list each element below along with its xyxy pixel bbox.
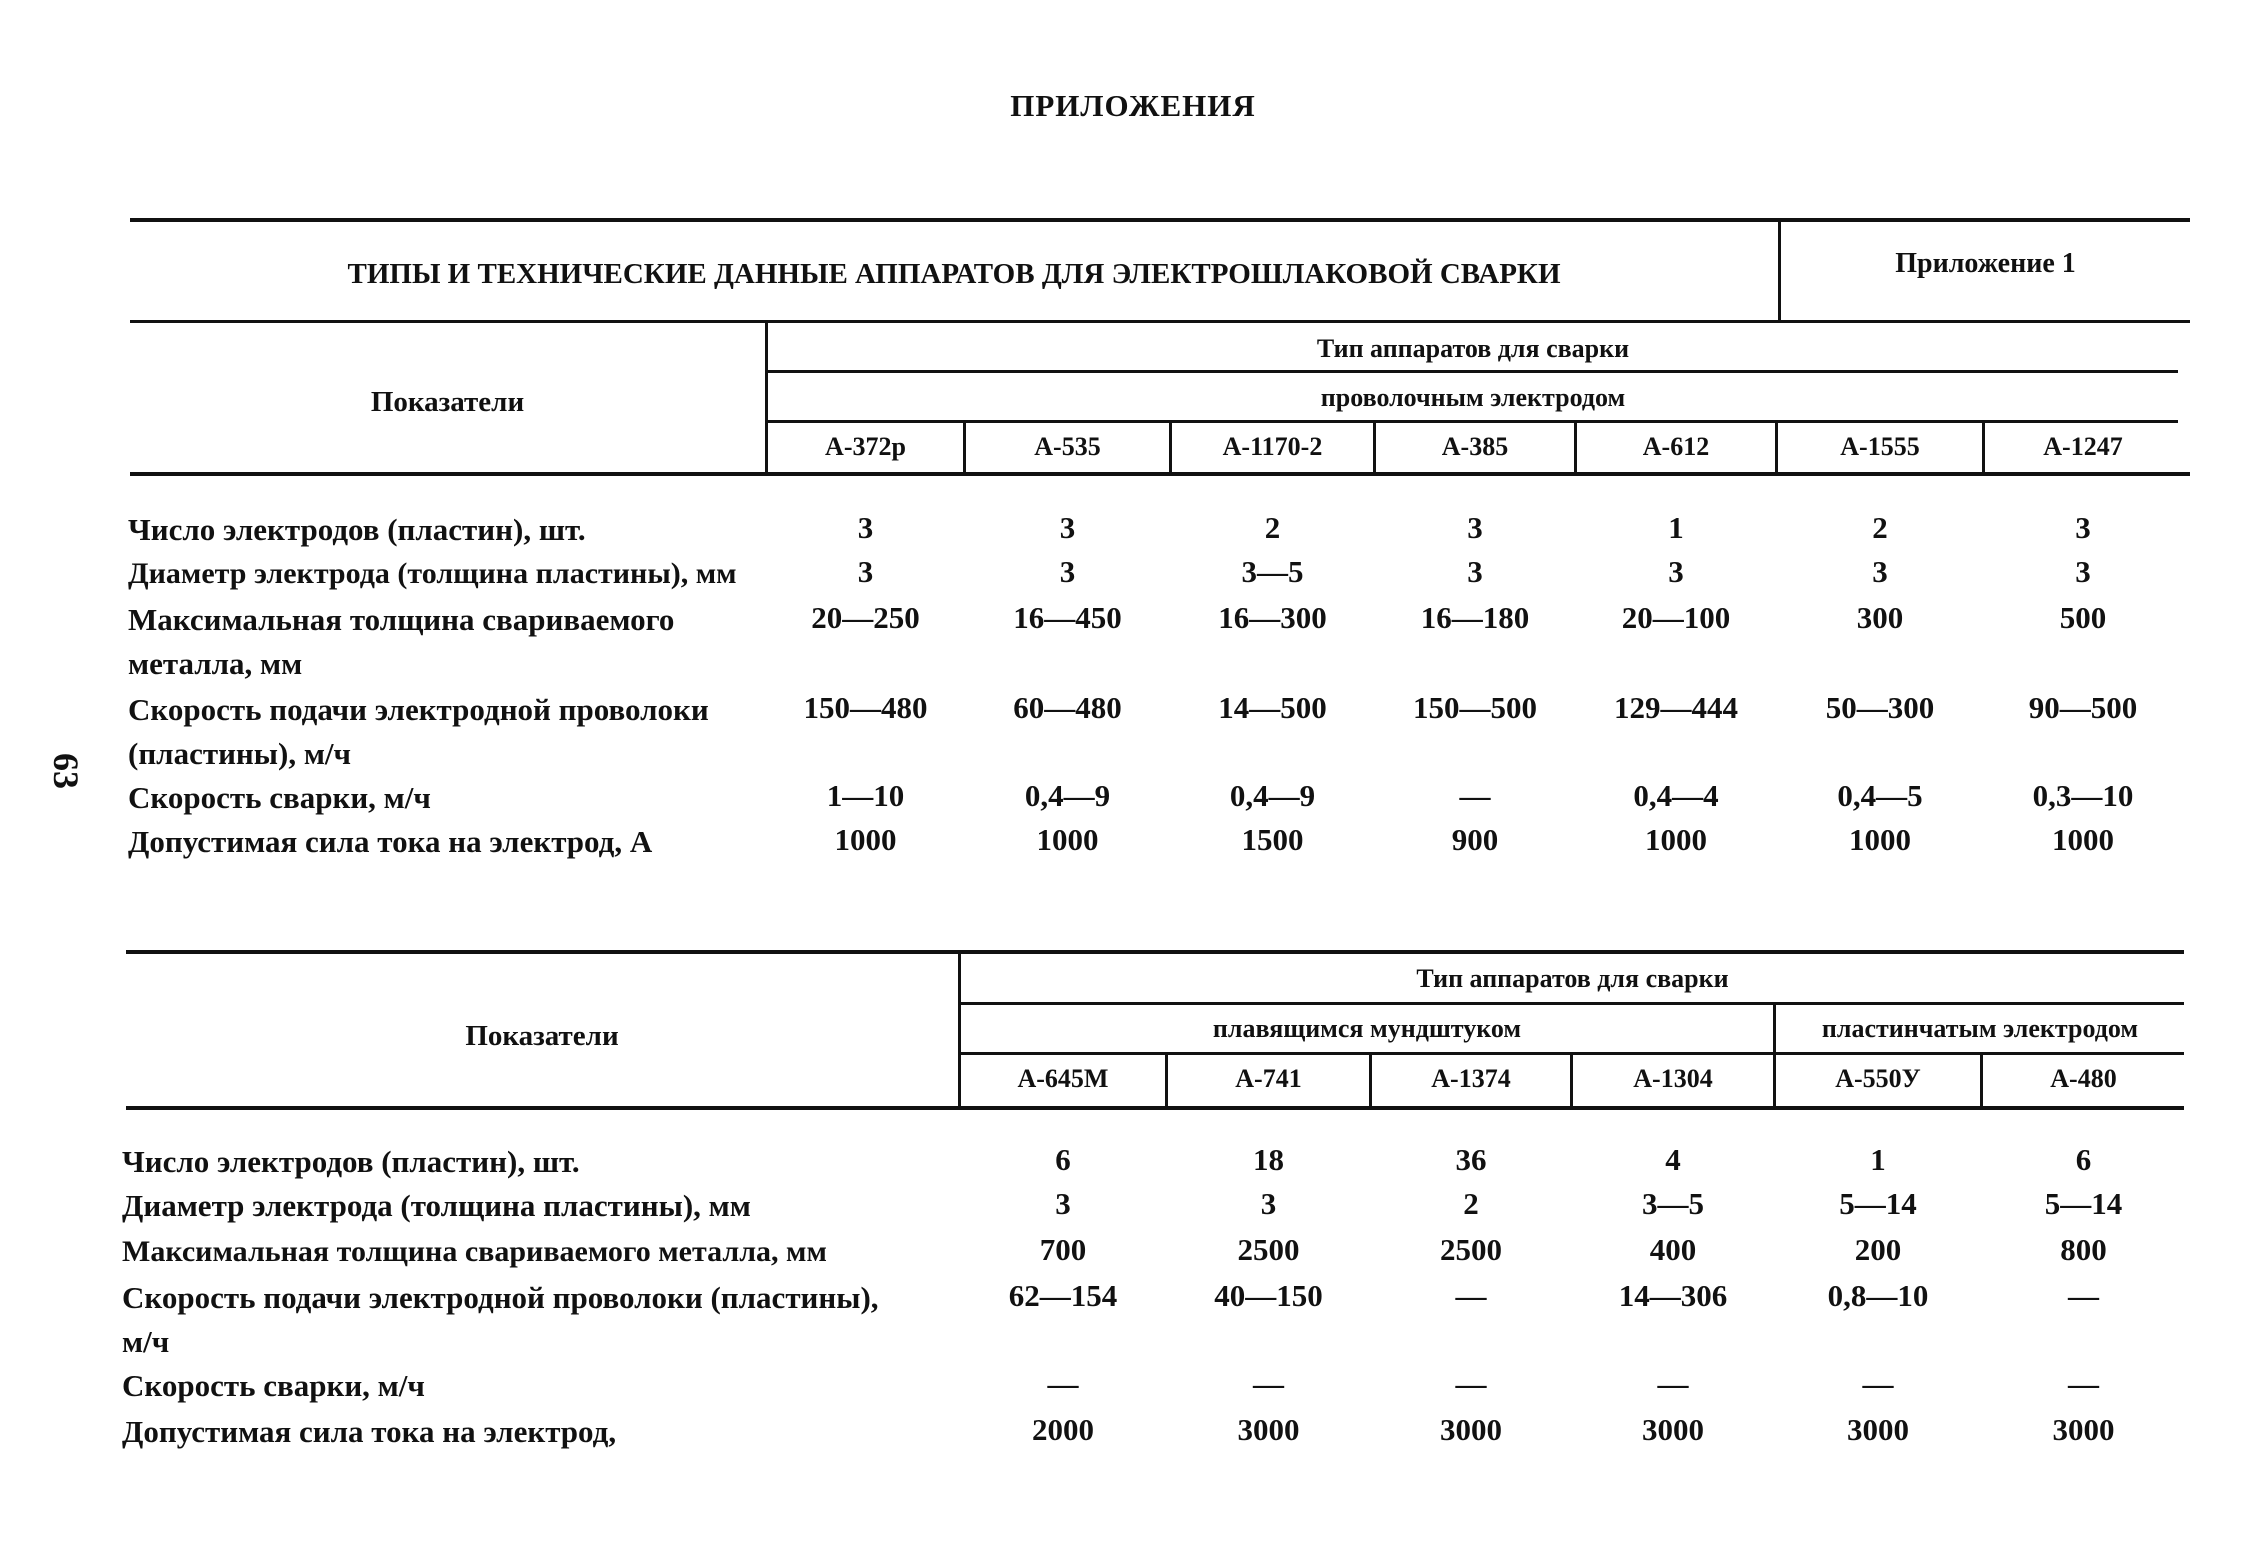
cell-value: — xyxy=(2068,1366,2099,1401)
cell-value: 3 xyxy=(857,554,874,589)
cell-value: 3000 xyxy=(1237,1412,1300,1447)
table1-col-header: А-535 xyxy=(1034,432,1101,461)
cell-value: 50—300 xyxy=(1825,690,1935,725)
cell-value: 2 xyxy=(1872,510,1888,545)
table1-col-header: А-1555 xyxy=(1840,432,1920,461)
table1-group-rule xyxy=(768,370,2178,373)
cell-value: 3000 xyxy=(2052,1412,2115,1447)
cell-value: 5—14 xyxy=(1839,1186,1917,1221)
cell-value: 3 xyxy=(1872,554,1888,589)
cell-value: 36 xyxy=(1455,1142,1487,1177)
cell-value: 1 xyxy=(1870,1142,1886,1177)
cell-value: 3 xyxy=(1668,554,1684,589)
cell-value: 14—306 xyxy=(1618,1278,1728,1313)
cell-value: 62—154 xyxy=(1008,1278,1118,1313)
row-label: Допустимая сила тока на электрод, xyxy=(122,1414,617,1449)
table2-indicators-header: Показатели xyxy=(465,1020,619,1052)
cell-value: 60—480 xyxy=(1013,690,1122,725)
cell-value: 700 xyxy=(1039,1232,1087,1267)
table1-group-header: Тип аппаратов для сварки xyxy=(1316,334,1630,363)
table2-subgroup2-header: пластинчатым электродом xyxy=(1821,1014,2139,1043)
cell-value: 400 xyxy=(1649,1232,1697,1267)
cell-value: 0,4—9 xyxy=(1229,778,1316,813)
table1-top-rule xyxy=(130,218,2190,222)
cell-value: — xyxy=(1862,1366,1894,1401)
table1-header-bottom-rule xyxy=(130,472,2190,476)
cell-value: 3000 xyxy=(1847,1412,1909,1447)
cell-value: 3—5 xyxy=(1241,554,1304,589)
table1-subgroup-rule xyxy=(768,420,2178,423)
cell-value: 2 xyxy=(1264,510,1281,545)
cell-value: 3000 xyxy=(1440,1412,1502,1447)
cell-value: 1000 xyxy=(1645,822,1707,857)
cell-value: 2000 xyxy=(1032,1412,1094,1447)
table2-col-header: А-1304 xyxy=(1633,1064,1713,1093)
row-label: Максимальная толщина свариваемого металла, мм xyxy=(122,1235,827,1268)
cell-value: — xyxy=(1455,1366,1487,1401)
row-label: Число электродов (пластин), шт. xyxy=(122,1144,580,1179)
table2-group-header: Тип аппаратов для сварки xyxy=(1416,964,1729,993)
cell-value: 500 xyxy=(2059,600,2107,635)
cell-value: 3 xyxy=(1467,510,1483,545)
cell-value: 18 xyxy=(1253,1142,1284,1177)
cell-value: 0,3—10 xyxy=(2032,778,2134,813)
cell-value: 14—500 xyxy=(1218,690,1327,725)
table2-col-header: А-550У xyxy=(1835,1064,1921,1093)
cell-value: — xyxy=(1047,1366,1079,1401)
table1-col-header: А-372р xyxy=(825,432,906,461)
table2-col-header: А-741 xyxy=(1235,1064,1302,1093)
cell-value: 129—444 xyxy=(1614,690,1738,725)
cell-value: 3 xyxy=(1260,1186,1277,1221)
cell-value: 20—250 xyxy=(811,600,920,635)
row-label: Скорость подачи электродной проволоки (пластины), м/ч xyxy=(122,1280,879,1359)
cell-value: 150—480 xyxy=(803,690,928,725)
cell-value: 6 xyxy=(1055,1142,1071,1177)
table2-col-header: А-1374 xyxy=(1431,1064,1511,1093)
row-label: Диаметр электрода (толщина пластины), мм xyxy=(122,1188,751,1223)
row-label: Скорость сварки, м/ч xyxy=(122,1368,425,1403)
cell-value: 800 xyxy=(2060,1232,2107,1267)
cell-value: 1000 xyxy=(834,822,897,857)
cell-value: 1000 xyxy=(1036,822,1099,857)
cell-value: 1500 xyxy=(1241,822,1304,857)
cell-value: 0,4—5 xyxy=(1837,778,1923,813)
cell-value: 20—100 xyxy=(1621,600,1731,635)
row-label: Скорость подачи электродной проволоки (пластины), м/ч xyxy=(128,692,709,771)
cell-value: 40—150 xyxy=(1214,1278,1323,1313)
row-label: Диаметр электрода (толщина пластины), мм xyxy=(128,557,737,590)
cell-value: 2 xyxy=(1463,1186,1479,1221)
cell-value: 150—500 xyxy=(1413,690,1537,725)
table2-group-rule xyxy=(961,1002,2184,1005)
table1-subgroup-header: проволочным электродом xyxy=(1320,383,1626,412)
table1-col-header: А-612 xyxy=(1642,432,1710,461)
page-number: 63 xyxy=(46,753,86,789)
table1-indicators-header: Показатели xyxy=(370,386,525,418)
table2-top-rule xyxy=(126,950,2184,954)
cell-value: 16—450 xyxy=(1013,600,1122,635)
cell-value: 4 xyxy=(1665,1142,1681,1177)
cell-value: 3 xyxy=(1059,554,1076,589)
row-label: Число электродов (пластин), шт. xyxy=(128,512,586,547)
cell-value: 1 xyxy=(1668,510,1684,545)
cell-value: 5—14 xyxy=(2044,1186,2123,1221)
cell-value: 3 xyxy=(857,510,874,545)
table1-col-header: А-385 xyxy=(1441,432,1509,461)
table1-col-header: А-1170-2 xyxy=(1222,432,1323,461)
cell-value: 1—10 xyxy=(826,778,905,813)
cell-value: 3 xyxy=(2075,510,2091,545)
cell-value: 900 xyxy=(1451,822,1499,857)
table2-header-bottom-rule xyxy=(126,1106,2184,1110)
cell-value: 1000 xyxy=(1849,822,1911,857)
table2-subgroup1-header: плавящимся мундштуком xyxy=(1212,1014,1522,1043)
cell-value: 3 xyxy=(1467,554,1483,589)
cell-value: 1000 xyxy=(2052,822,2114,857)
cell-value: 0,4—9 xyxy=(1024,778,1111,813)
table1-caption-rule xyxy=(130,320,2190,323)
row-label: Допустимая сила тока на электрод, А xyxy=(128,824,653,859)
cell-value: 3—5 xyxy=(1642,1186,1704,1221)
cell-value: 0,8—10 xyxy=(1827,1278,1929,1313)
cell-value: 0,4—4 xyxy=(1633,778,1719,813)
cell-value: 90—500 xyxy=(2028,690,2138,725)
table2-col-header: А-645М xyxy=(1017,1064,1109,1093)
cell-value: 2500 xyxy=(1237,1232,1300,1267)
cell-value: 3000 xyxy=(1642,1412,1704,1447)
cell-value: — xyxy=(1459,778,1491,813)
cell-value: — xyxy=(2068,1278,2099,1313)
table2-col-header: А-480 xyxy=(2050,1064,2117,1093)
cell-value: 2500 xyxy=(1440,1232,1502,1267)
cell-value: 3 xyxy=(1059,510,1076,545)
cell-value: — xyxy=(1455,1278,1487,1313)
cell-value: 16—180 xyxy=(1420,600,1530,635)
table1-caption: ТИПЫ И ТЕХНИЧЕСКИЕ ДАННЫЕ АППАРАТОВ ДЛЯ ЭЛЕКТРОШЛАКОВОЙ СВАРКИ xyxy=(347,258,1561,290)
cell-value: 200 xyxy=(1854,1232,1902,1267)
cell-value: 6 xyxy=(2075,1142,2092,1177)
row-label: Скорость сварки, м/ч xyxy=(128,780,431,815)
cell-value: 3 xyxy=(2075,554,2091,589)
row-label: Максимальная толщина свариваемого металла, мм xyxy=(128,602,675,681)
cell-value: — xyxy=(1657,1366,1689,1401)
cell-value: 300 xyxy=(1856,600,1904,635)
page-title: ПРИЛОЖЕНИЯ xyxy=(1010,88,1256,123)
table1-appendix-label: Приложение 1 xyxy=(1895,248,2076,279)
table1-col-header: А-1247 xyxy=(2043,432,2123,461)
cell-value: 3 xyxy=(1055,1186,1071,1221)
cell-value: 16—300 xyxy=(1218,600,1327,635)
cell-value: — xyxy=(1253,1366,1284,1401)
